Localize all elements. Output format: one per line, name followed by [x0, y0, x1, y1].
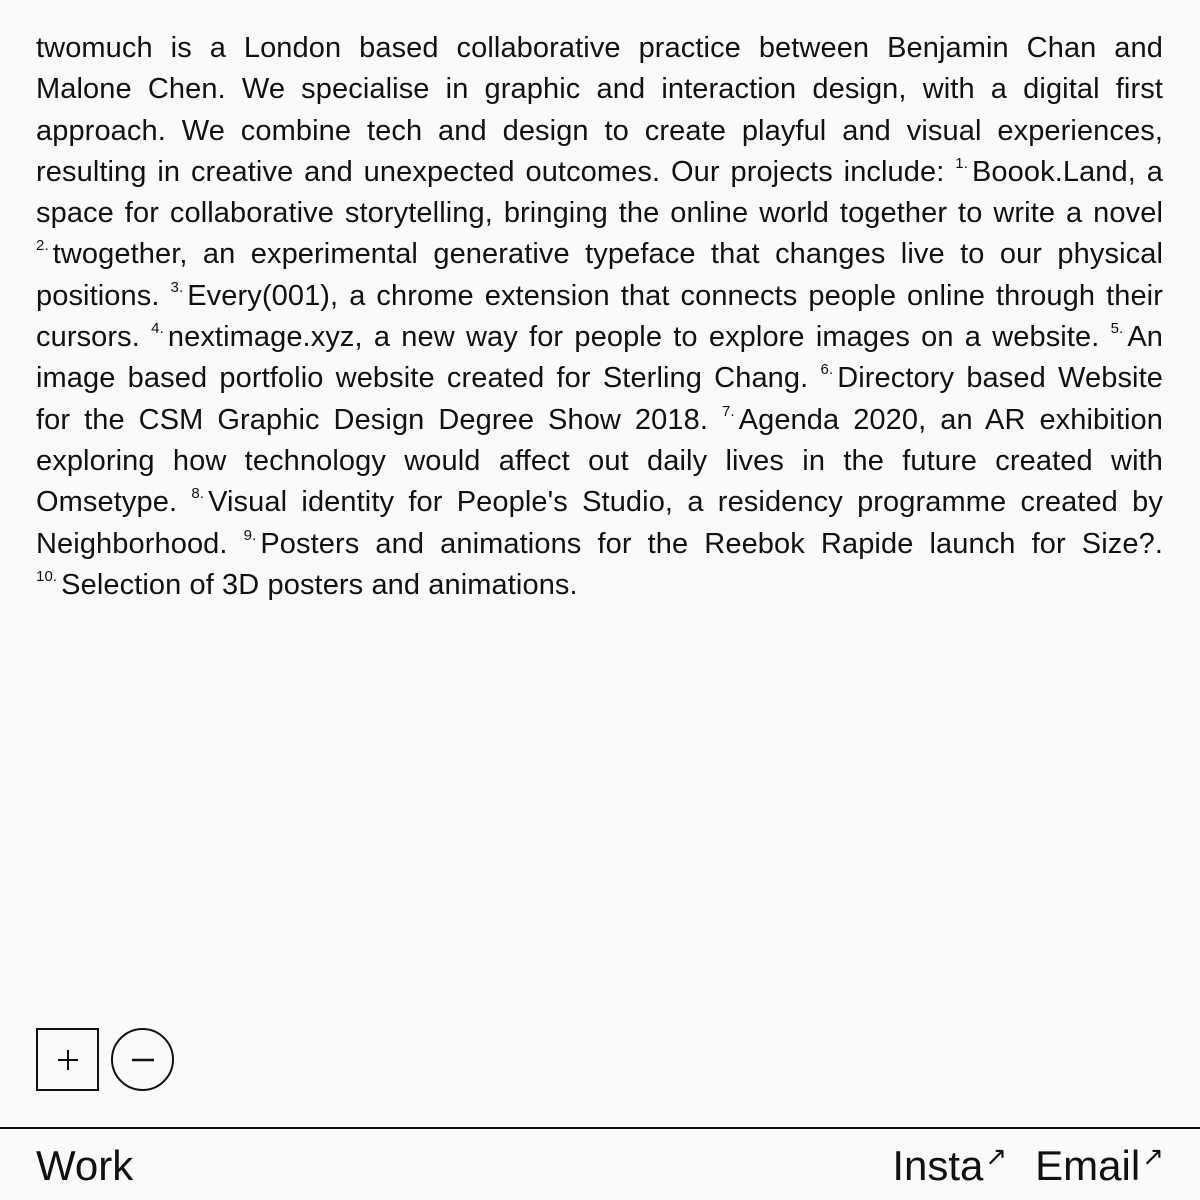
project-description: Directory based Website for the CSM Graphic Design Degree Show 2018.	[36, 362, 1163, 436]
external-arrow-icon: ↗	[985, 1141, 1008, 1171]
project-description: nextimage.xyz, a new way for people to explore images on a website.	[167, 321, 1100, 354]
footer-bar	[0, 1127, 1200, 1200]
project-description: twogether, an experimental generative typeface that changes live to our physical positions.	[36, 238, 1163, 312]
external-arrow-icon: ↗	[1142, 1141, 1164, 1171]
project-description: Selection of 3D posters and animations.	[61, 568, 578, 601]
project-number: 4.	[151, 320, 164, 338]
footer-links	[892, 1141, 1164, 1191]
intro-lead: twomuch is a London based collaborative practice between Benjamin Chan and Malone Chen. We specialise in graphic and interaction design, with a digital first approach. We combine tech and design to create playful and visual experiences, resulting in creative and unexpected outcomes. Our projects include:	[36, 32, 1163, 188]
project-description: Posters and animations for the Reebok Rapide launch for Size?.	[260, 527, 1163, 560]
project-number: 3.	[170, 278, 184, 296]
project-description: Every(001), a chrome extension that connects people online through their cursors.	[36, 279, 1163, 354]
project-number: 8.	[191, 485, 205, 503]
project-description: An image based portfolio website created for Sterling Chang.	[36, 321, 1163, 395]
project-number: 1.	[955, 154, 968, 172]
work-link[interactable]: Work	[36, 1142, 134, 1189]
insta-link[interactable]	[892, 1141, 1007, 1191]
text-size-controls	[36, 1028, 174, 1091]
project-number: 2.	[36, 237, 49, 255]
project-number: 10.	[36, 567, 58, 585]
project-description: Agenda 2020, an AR exhibition exploring how technology would affect out daily lives in the future created with Omsetype.	[36, 403, 1163, 519]
project-number: 6.	[820, 361, 834, 379]
minus-icon	[131, 1058, 155, 1062]
project-description: Visual identity for People's Studio, a residency programme created by Neighborhood.	[36, 486, 1163, 560]
plus-icon	[57, 1049, 79, 1071]
email-link[interactable]	[1035, 1141, 1164, 1191]
project-description: Boook.Land, a space for collaborative storytelling, bringing the online world together to write a novel	[36, 155, 1163, 230]
decrease-button[interactable]	[111, 1028, 174, 1091]
insta-label: Insta	[892, 1142, 984, 1189]
project-number: 5.	[1110, 320, 1124, 338]
project-number: 7.	[721, 402, 735, 420]
increase-button[interactable]	[36, 1028, 99, 1091]
intro-text	[36, 28, 1163, 606]
project-number: 9.	[243, 526, 257, 544]
email-label: Email	[1035, 1142, 1141, 1189]
